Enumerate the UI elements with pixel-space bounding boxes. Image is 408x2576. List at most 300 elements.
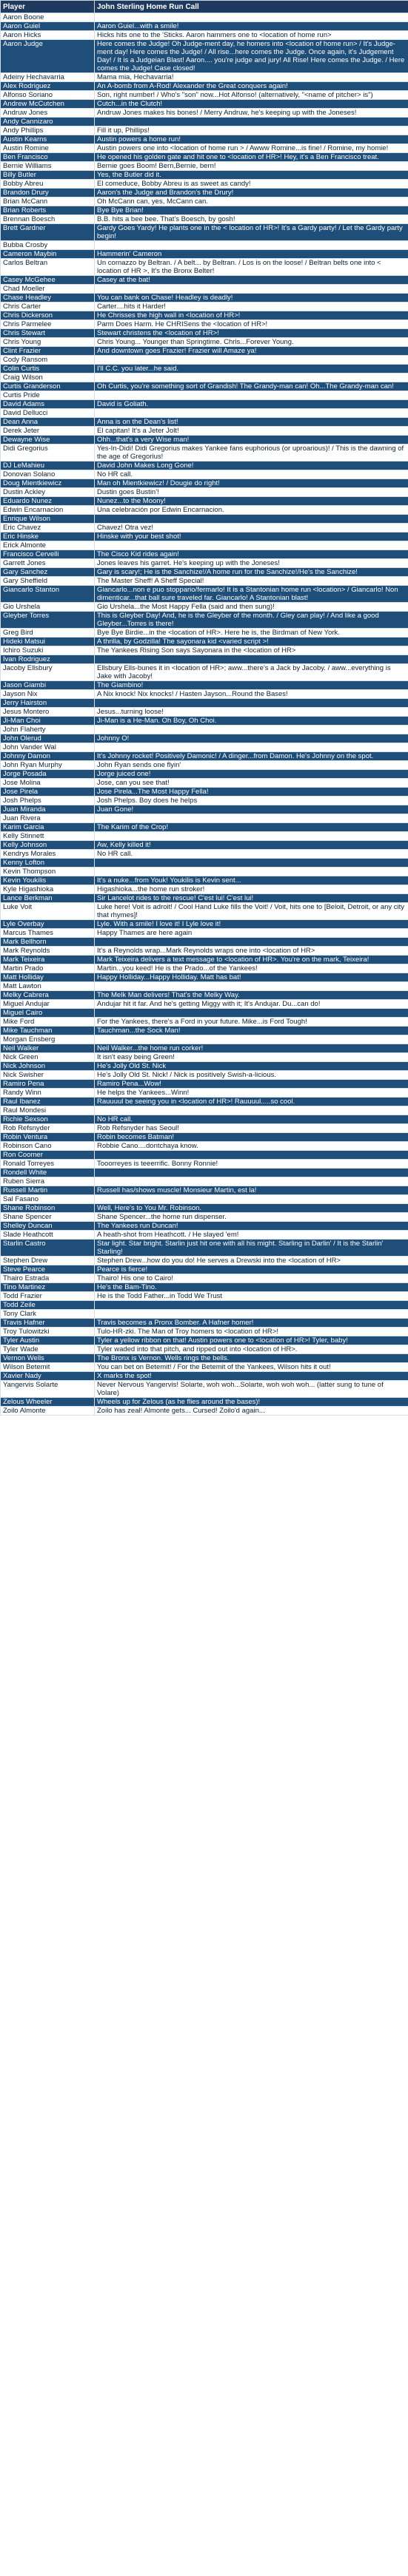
table-row xyxy=(1,752,408,761)
table-row xyxy=(1,206,408,215)
table-row xyxy=(1,550,408,559)
player-name-cell: Austin Kearns xyxy=(1,135,95,144)
table-row xyxy=(1,1231,408,1240)
table-row xyxy=(1,135,408,144)
table-row xyxy=(1,1018,408,1027)
player-name-cell: Martin Prado xyxy=(1,964,95,973)
table-row xyxy=(1,197,408,206)
home-run-call-cell: Gardy Goes Yardy! He plants one in the < location of HR>! It's a Gardy party! / Let the Gardy party begin! xyxy=(95,224,408,241)
player-name-cell: Lyle Overbay xyxy=(1,920,95,929)
player-name-cell: Tyler Wade xyxy=(1,1345,95,1354)
table-header xyxy=(1,1,408,13)
player-name-cell: Rob Refsnyder xyxy=(1,1124,95,1133)
player-name-cell: Bernie Williams xyxy=(1,162,95,171)
player-name-cell: Kevin Youkilis xyxy=(1,876,95,885)
home-run-call-cell: El comeduce, Bobby Abreu is as sweet as candy! xyxy=(95,180,408,189)
table-row xyxy=(1,1372,408,1381)
player-name-cell: Giancarlo Stanton xyxy=(1,586,95,603)
table-row xyxy=(1,276,408,285)
player-name-cell: Richie Sexson xyxy=(1,1115,95,1124)
table-row xyxy=(1,22,408,31)
home-run-call-cell: Giancarlo...non e puo stoppario/fermarlo! It is a Stantonian home run <location> / Giancarlo! Non dimenticar...that ball sure traveled far. Giancarlo! A Stantonian blast! xyxy=(95,586,408,603)
home-run-call-cell: Stephen Drew...how do you do! He serves a Drewski into the <location of HR> xyxy=(95,1257,408,1265)
player-name-cell: Shane Robinson xyxy=(1,1204,95,1213)
home-run-call-cell: Russell has/shows muscle! Monsieur Martin, est la! xyxy=(95,1186,408,1195)
table-row xyxy=(1,770,408,779)
player-name-cell: Nick Green xyxy=(1,1053,95,1062)
player-name-cell: Josh Phelps xyxy=(1,797,95,805)
home-run-call-cell: Mama mia, Hechavarria! xyxy=(95,73,408,82)
table-row xyxy=(1,1222,408,1231)
player-name-cell: Andy Phillips xyxy=(1,126,95,135)
player-name-cell: Matt Holliday xyxy=(1,973,95,982)
table-row xyxy=(1,991,408,1000)
home-run-call-cell: The Melk Man delivers! That's the Melky Way. xyxy=(95,991,408,1000)
player-name-cell: Chris Parmelee xyxy=(1,320,95,329)
table-row xyxy=(1,1169,408,1177)
table-row xyxy=(1,664,408,681)
home-run-call-cell: It's a nuke...from Youk! Youkilis is Kevin sent... xyxy=(95,876,408,885)
player-name-cell: Stephen Drew xyxy=(1,1257,95,1265)
home-run-call-cell: He's Jolly Old St. Nick xyxy=(95,1062,408,1071)
home-run-call-cell: Thairo! His one to Cairo! xyxy=(95,1274,408,1283)
home-run-call-cell: Andruw Jones makes his bones! / Merry Andruw, he's keeping up with the Joneses! xyxy=(95,109,408,118)
home-run-call-cell: Bye Bye Birdie...in the <location of HR>. Here he is, the Birdman of New York. xyxy=(95,629,408,638)
table-row xyxy=(1,497,408,506)
home-run-call-cell: Aw, Kelly killed it! xyxy=(95,841,408,850)
player-name-cell: Ruben Sierra xyxy=(1,1177,95,1186)
table-row xyxy=(1,436,408,444)
home-run-call-cell: Pearce is fierce! xyxy=(95,1265,408,1274)
player-name-cell: Bobby Abreu xyxy=(1,180,95,189)
home-run-call-cell: Lyle. With a smile! I love it! I Lyle love it! xyxy=(95,920,408,929)
player-name-cell: Brett Gardner xyxy=(1,224,95,241)
home-run-call-cell: A Nix knock! Nix knocks! / Hasten Jayson...Round the Bases! xyxy=(95,690,408,699)
home-run-call-cell: Robbie Cano....dontchaya know. xyxy=(95,1142,408,1151)
table-row xyxy=(1,347,408,356)
table-row xyxy=(1,418,408,427)
player-name-cell: Gary Sanchez xyxy=(1,568,95,577)
player-name-cell: Brian Roberts xyxy=(1,206,95,215)
player-name-cell: Curtis Pride xyxy=(1,391,95,400)
player-name-cell: Yangervis Solarte xyxy=(1,1381,95,1398)
table-row xyxy=(1,1328,408,1336)
home-run-call-cell: Happy Thames are here again xyxy=(95,929,408,938)
table-row xyxy=(1,956,408,964)
table-row xyxy=(1,533,408,541)
home-run-call-cell: The Master Sheff! A Sheff Special! xyxy=(95,577,408,586)
home-run-call-cell: The Yankees run Duncan! xyxy=(95,1222,408,1231)
player-name-cell: David Dellucci xyxy=(1,409,95,418)
table-row xyxy=(1,1098,408,1106)
table-row xyxy=(1,938,408,947)
home-run-call-cell: David is Goliath. xyxy=(95,400,408,409)
table-row xyxy=(1,629,408,638)
home-run-call-cell xyxy=(95,1177,408,1186)
home-run-call-cell: Yes-In-Didi! Didi Gregorius makes Yankee fans euphorious (or uproarious)! / This is the dawning of the age of Gregorius! xyxy=(95,444,408,462)
player-name-cell: Ramiro Pena xyxy=(1,1080,95,1089)
table-row xyxy=(1,1000,408,1009)
table-row xyxy=(1,250,408,259)
table-row xyxy=(1,1398,408,1407)
player-name-cell: Aaron Guiel xyxy=(1,22,95,31)
table-row xyxy=(1,180,408,189)
player-name-cell: Cody Ransom xyxy=(1,356,95,365)
player-name-cell: Chris Young xyxy=(1,338,95,347)
table-row xyxy=(1,743,408,752)
home-run-call-cell: Mark Teixeira delivers a text message to <location of HR>. You're on the mark, Teixeira! xyxy=(95,956,408,964)
player-name-cell: Donovan Solano xyxy=(1,470,95,479)
player-name-cell: Brian McCann xyxy=(1,197,95,206)
home-run-call-cell xyxy=(95,285,408,294)
player-name-cell: Matt Lawton xyxy=(1,982,95,991)
home-run-call-cell: Martin...you keed! He is the Prado...of the Yankees! xyxy=(95,964,408,973)
home-run-call-cell: Hammerin' Cameron xyxy=(95,250,408,259)
table-row xyxy=(1,568,408,577)
home-run-call-cell: He is the Todd Father...in Todd We Trust xyxy=(95,1292,408,1301)
table-row xyxy=(1,320,408,329)
player-name-cell: Juan Miranda xyxy=(1,805,95,814)
table-row xyxy=(1,1283,408,1292)
player-name-cell: Miguel Andujar xyxy=(1,1000,95,1009)
player-name-cell: Chris Stewart xyxy=(1,329,95,338)
table-row xyxy=(1,1195,408,1204)
player-name-cell: Mark Reynolds xyxy=(1,947,95,956)
table-row xyxy=(1,1106,408,1115)
table-row xyxy=(1,1053,408,1062)
home-run-call-cell: Never Nervous Yangervis! Solarte, woh woh...Solarte, woh woh woh... (latter sung to tune of Volare) xyxy=(95,1381,408,1398)
home-run-call-cell: John Ryan sends one flyin' xyxy=(95,761,408,770)
player-name-cell: Francisco Cervelli xyxy=(1,550,95,559)
home-run-call-cell: Austin powers one into <location of home run > / Awww Romine...is fine! / Romine, my homie! xyxy=(95,144,408,153)
home-run-call-cell xyxy=(95,391,408,400)
player-name-cell: Greg Bird xyxy=(1,629,95,638)
player-name-cell: Bubba Crosby xyxy=(1,241,95,250)
player-name-cell: Shane Spencer xyxy=(1,1213,95,1222)
player-name-cell: Dustin Ackley xyxy=(1,488,95,497)
table-row xyxy=(1,506,408,515)
table-row xyxy=(1,646,408,655)
player-name-cell: Billy Butler xyxy=(1,171,95,180)
home-run-call-cell: It's a Reynolds wrap...Mark Reynolds wraps one into <location of HR> xyxy=(95,947,408,956)
table-row xyxy=(1,805,408,814)
table-row xyxy=(1,1142,408,1151)
home-run-call-cell: No HR call. xyxy=(95,1115,408,1124)
table-row xyxy=(1,690,408,699)
player-name-cell: David Adams xyxy=(1,400,95,409)
home-run-call-cell: Anna is on the Dean's list! xyxy=(95,418,408,427)
home-run-call-cell: Carter....hits it Harder! xyxy=(95,302,408,311)
table-row xyxy=(1,832,408,841)
player-name-cell: Raul Ibanez xyxy=(1,1098,95,1106)
player-name-cell: Adeiny Hechavarria xyxy=(1,73,95,82)
player-name-cell: Robin Ventura xyxy=(1,1133,95,1142)
table-row xyxy=(1,285,408,294)
home-run-call-cell: Un cornazzo by Beltran. / A belt... by Beltran. / Los is on the loose! / Beltran belts one into < location of HR >, It's the Bronx Belter! xyxy=(95,259,408,276)
player-name-cell: Jerry Hairston xyxy=(1,699,95,708)
home-run-call-cell: Austin powers a home run! xyxy=(95,135,408,144)
home-run-call-cell: Shane Spencer...the home run dispenser. xyxy=(95,1213,408,1222)
home-run-call-cell: I'll C.C. you later...he said. xyxy=(95,365,408,373)
table-row xyxy=(1,153,408,162)
home-run-call-cell xyxy=(95,373,408,382)
home-run-call-cell: The Bronx is Vernon. Wells rings the bells. xyxy=(95,1354,408,1363)
home-run-call-cell: Travis becomes a Pronx Bomber. A Hafner homer! xyxy=(95,1319,408,1328)
home-run-call-cell xyxy=(95,1195,408,1204)
home-run-call-cell: Bye Bye Brian! xyxy=(95,206,408,215)
home-run-call-cell: Ohh...that's a very Wise man! xyxy=(95,436,408,444)
table-row xyxy=(1,699,408,708)
home-run-call-cell xyxy=(95,699,408,708)
home-run-call-cell: Tauchman...the Sock Man! xyxy=(95,1027,408,1035)
table-row xyxy=(1,1301,408,1310)
table-row xyxy=(1,982,408,991)
table-row xyxy=(1,894,408,903)
home-run-call-cell xyxy=(95,356,408,365)
table-row xyxy=(1,109,408,118)
player-name-cell: Nick Swisher xyxy=(1,1071,95,1080)
player-name-cell: Jose Molina xyxy=(1,779,95,788)
table-row xyxy=(1,162,408,171)
home-run-call-cell xyxy=(95,13,408,22)
table-row xyxy=(1,338,408,347)
table-row xyxy=(1,311,408,320)
player-name-cell: Tony Clark xyxy=(1,1310,95,1319)
player-name-cell: Gio Urshela xyxy=(1,603,95,612)
table-row xyxy=(1,1292,408,1301)
player-name-cell: John Flaherty xyxy=(1,726,95,734)
player-name-cell: Colin Curtis xyxy=(1,365,95,373)
table-row xyxy=(1,920,408,929)
home-run-call-cell: A thrilla, by Godzilla! The sayonara kid <varied script >! xyxy=(95,638,408,646)
home-run-call-cell: Fill it up, Phillips! xyxy=(95,126,408,135)
player-name-cell: Morgan Ensberg xyxy=(1,1035,95,1044)
table-row xyxy=(1,470,408,479)
table-row xyxy=(1,1213,408,1222)
home-run-call-cell: A heath-shot from Heathcott. / He slayed 'em! xyxy=(95,1231,408,1240)
table-row xyxy=(1,144,408,153)
player-name-cell: Travis Hafner xyxy=(1,1319,95,1328)
table-row xyxy=(1,841,408,850)
player-name-cell: Kendrys Morales xyxy=(1,850,95,859)
home-run-call-cell xyxy=(95,118,408,126)
player-name-cell: Randy Winn xyxy=(1,1089,95,1098)
player-name-cell: Raul Mondesi xyxy=(1,1106,95,1115)
player-name-cell: Clint Frazier xyxy=(1,347,95,356)
home-run-call-cell xyxy=(95,1301,408,1310)
player-name-cell: Thairo Estrada xyxy=(1,1274,95,1283)
table-row xyxy=(1,1160,408,1169)
player-name-cell: Erick Almonte xyxy=(1,541,95,550)
player-name-cell: Edwin Encarnacion xyxy=(1,506,95,515)
player-name-cell: Alex Rodriguez xyxy=(1,82,95,91)
player-name-cell: Vernon Wells xyxy=(1,1354,95,1363)
table-row xyxy=(1,1035,408,1044)
home-run-call-cell: This is Gleyber Day! And, he is the Gleyber of the month. / Gley can play! / And like a good Gleyber...Torres is there! xyxy=(95,612,408,629)
table-row xyxy=(1,541,408,550)
home-run-call-cell: Casey at the bat! xyxy=(95,276,408,285)
home-run-call-cell: No HR call. xyxy=(95,470,408,479)
home-run-call-cell xyxy=(95,982,408,991)
player-name-cell: Gary Sheffield xyxy=(1,577,95,586)
table-row xyxy=(1,1186,408,1195)
table-row xyxy=(1,947,408,956)
table-row xyxy=(1,638,408,646)
home-run-call-cell xyxy=(95,241,408,250)
player-name-cell: Ichiro Suzuki xyxy=(1,646,95,655)
home-run-call-cell: No HR call. xyxy=(95,850,408,859)
home-run-call-cell: And downtown goes Frazier! Frazier will Amaze ya! xyxy=(95,347,408,356)
player-name-cell: Todd Zeile xyxy=(1,1301,95,1310)
home-run-call-cell: Josh Phelps. Boy does he helps xyxy=(95,797,408,805)
home-run-call-cell xyxy=(95,1035,408,1044)
table-row xyxy=(1,973,408,982)
table-row xyxy=(1,524,408,533)
table-row xyxy=(1,708,408,717)
home-run-call-cell: Gio Urshela...the Most Happy Fella (said and then sung)! xyxy=(95,603,408,612)
table-row xyxy=(1,118,408,126)
table-row xyxy=(1,586,408,603)
table-row xyxy=(1,1044,408,1053)
player-name-cell: Brandon Drury xyxy=(1,189,95,197)
home-run-call-cell: Son, right number! / Who's "son" now...Hot Alfonso! (alternatively, "<name of pitcher> is") xyxy=(95,91,408,100)
home-run-call-cell: Stewart christens the <location of HR>! xyxy=(95,329,408,338)
player-name-cell: Tyler Austin xyxy=(1,1336,95,1345)
home-run-call-cell: An A-bomb from A-Rod! Alexander the Great conquers again! xyxy=(95,82,408,91)
table-row xyxy=(1,1204,408,1213)
player-name-cell: Enrique Wilson xyxy=(1,515,95,524)
table-row xyxy=(1,1009,408,1018)
table-row xyxy=(1,559,408,568)
table-row xyxy=(1,814,408,823)
table-row xyxy=(1,779,408,788)
home-run-call-cell: Ji-Man is a He-Man. Oh Boy, Oh Choi. xyxy=(95,717,408,726)
table-row xyxy=(1,1310,408,1319)
table-row xyxy=(1,577,408,586)
table-row xyxy=(1,1381,408,1398)
home-run-call-cell: Una celebración por Edwin Encarnacion. xyxy=(95,506,408,515)
table-row xyxy=(1,734,408,743)
table-row xyxy=(1,1354,408,1363)
home-run-call-cell: Parm Does Harm. He CHRISens the <location of HR>! xyxy=(95,320,408,329)
table-row xyxy=(1,903,408,920)
player-name-cell: Hideki Matsui xyxy=(1,638,95,646)
home-run-call-cell: Sir Lancelot rides to the rescue! C'est lui! C'est lui! xyxy=(95,894,408,903)
player-name-cell: Eric Hinske xyxy=(1,533,95,541)
table-row xyxy=(1,1027,408,1035)
player-name-cell: Ji-Man Choi xyxy=(1,717,95,726)
home-run-call-cell: Jorge juiced one! xyxy=(95,770,408,779)
player-name-cell: Kevin Thompson xyxy=(1,868,95,876)
table-row xyxy=(1,681,408,690)
table-row xyxy=(1,488,408,497)
column-header-call: John Sterling Home Run Call xyxy=(95,1,408,13)
player-name-cell: Jesus Montero xyxy=(1,708,95,717)
player-name-cell: Rondell White xyxy=(1,1169,95,1177)
table-row xyxy=(1,1319,408,1328)
player-name-cell: Slade Heathcott xyxy=(1,1231,95,1240)
table-row xyxy=(1,797,408,805)
table-row xyxy=(1,100,408,109)
home-run-call-cell: Bernie goes Boom! Bern,Bernie, bern! xyxy=(95,162,408,171)
table-row xyxy=(1,479,408,488)
player-name-cell: Kelly Johnson xyxy=(1,841,95,850)
home-run-call-cell: For the Yankees, there's a Ford in your future. Mike...is Ford Tough! xyxy=(95,1018,408,1027)
player-name-cell: Wilson Betemit xyxy=(1,1363,95,1372)
table-row xyxy=(1,1336,408,1345)
table-row xyxy=(1,1115,408,1124)
player-name-cell: Troy Tulowitzki xyxy=(1,1328,95,1336)
player-name-cell: Nick Johnson xyxy=(1,1062,95,1071)
player-name-cell: Didi Gregorius xyxy=(1,444,95,462)
home-run-call-cell xyxy=(95,1169,408,1177)
table-row xyxy=(1,1177,408,1186)
player-name-cell: Cameron Maybin xyxy=(1,250,95,259)
home-run-call-cell: Star light. Star bright. Starlin just hit one with all his might. Starling in Darlin' / It is the Starlin' Starling! xyxy=(95,1240,408,1257)
home-run-call-cell xyxy=(95,1310,408,1319)
home-run-call-cell: The Giambino! xyxy=(95,681,408,690)
table-row xyxy=(1,329,408,338)
home-run-call-cell: Gary is scary!; He is the Sanchize!/A home run for the Sanchize!/He's the Sanchize! xyxy=(95,568,408,577)
home-run-call-cell: He Chrisses the high wall in <location of HR>! xyxy=(95,311,408,320)
table-row xyxy=(1,823,408,832)
home-run-call-cell xyxy=(95,726,408,734)
player-name-cell: Todd Frazier xyxy=(1,1292,95,1301)
player-name-cell: Eric Chavez xyxy=(1,524,95,533)
player-name-cell: Neil Walker xyxy=(1,1044,95,1053)
player-name-cell: Andruw Jones xyxy=(1,109,95,118)
player-name-cell: Chris Carter xyxy=(1,302,95,311)
table-row xyxy=(1,409,408,418)
player-name-cell: Casey McGehee xyxy=(1,276,95,285)
home-run-call-cell: B.B. hits a bee bee. That's Boesch, by gosh! xyxy=(95,215,408,224)
home-run-call-cell: Ellsbury Ells-bunes it in <location of HR>; aww...there's a Jack by Jacoby. / aww...everything is Jake with Jacoby! xyxy=(95,664,408,681)
table-row xyxy=(1,850,408,859)
player-name-cell: Juan Rivera xyxy=(1,814,95,823)
table-row xyxy=(1,1151,408,1160)
player-name-cell: Zelous Wheeler xyxy=(1,1398,95,1407)
table-row xyxy=(1,73,408,82)
home-run-call-cell: He opened his golden gate and hit one to <location of HR>! Hey, it's a Ben Francisco treat. xyxy=(95,153,408,162)
home-run-call-cell: Rauuuul be seeing you in <location of HR>! Rauuuul.....so cool. xyxy=(95,1098,408,1106)
player-name-cell: Aaron Hicks xyxy=(1,31,95,40)
home-run-call-cell: Chris Young... Younger than Springtime. Chris...Forever Young. xyxy=(95,338,408,347)
home-run-call-cell: It isn't easy being Green! xyxy=(95,1053,408,1062)
player-name-cell: Dean Anna xyxy=(1,418,95,427)
home-run-call-cell: Aaron Guiel...with a smile! xyxy=(95,22,408,31)
player-name-cell: Andrew McCutchen xyxy=(1,100,95,109)
home-run-call-cell xyxy=(95,409,408,418)
home-run-call-cell xyxy=(95,1151,408,1160)
table-row xyxy=(1,215,408,224)
player-name-cell: Ron Coomer xyxy=(1,1151,95,1160)
player-name-cell: Karim Garcia xyxy=(1,823,95,832)
player-name-cell: Jacoby Ellsbury xyxy=(1,664,95,681)
home-run-call-cell: The Karim of the Crop! xyxy=(95,823,408,832)
player-name-cell: Marcus Thames xyxy=(1,929,95,938)
table-row xyxy=(1,302,408,311)
player-name-cell: Aaron Boone xyxy=(1,13,95,22)
home-run-call-cell: Happy Holliday...Happy Holliday. Matt has bat! xyxy=(95,973,408,982)
player-name-cell: Chris Dickerson xyxy=(1,311,95,320)
player-name-cell: Starlin Castro xyxy=(1,1240,95,1257)
home-run-call-cell: Oh Curtis, you're something sort of Grandish! The Grandy-man can! Oh...The Grandy-man can! xyxy=(95,382,408,391)
table-row xyxy=(1,40,408,73)
player-name-cell: Jason Giambi xyxy=(1,681,95,690)
home-run-call-cell: The Yankees Rising Son says Sayonara in the <location of HR> xyxy=(95,646,408,655)
home-run-call-cell: Higashioka...the home run stroker! xyxy=(95,885,408,894)
table-row xyxy=(1,876,408,885)
